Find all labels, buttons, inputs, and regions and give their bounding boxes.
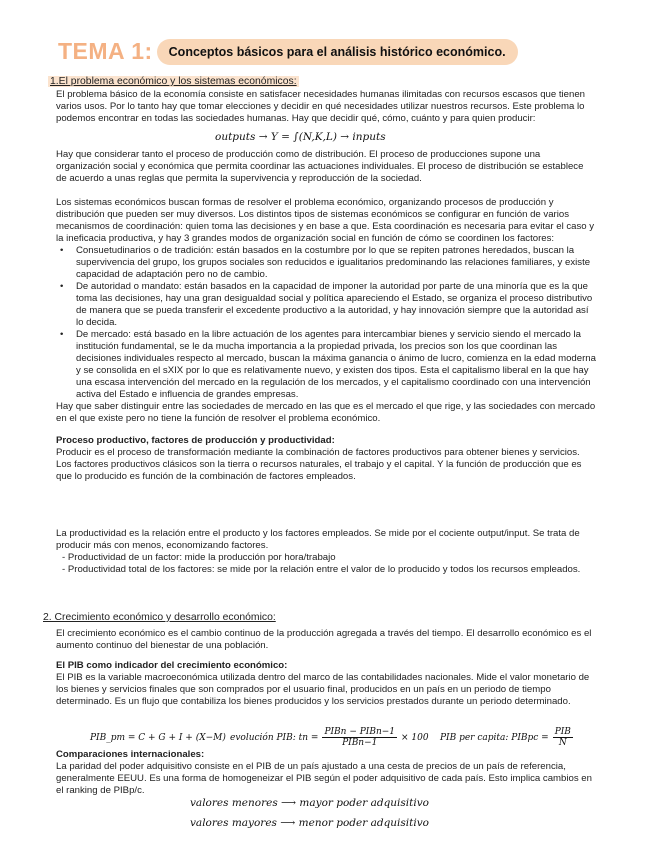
section2-p1: El crecimiento económico es el cambio continuo de la producción agregada a través del tiempo. El desarrollo económico es el aumento continuo del bienestar de una población.	[56, 628, 592, 651]
section1-heading: 1.El problema económico y los sistemas económicos:	[50, 76, 297, 87]
section1-block-a	[56, 89, 596, 125]
title-tema: TEMA 1:	[58, 38, 153, 64]
section2-block-a	[56, 628, 596, 708]
productivity-item: - Productividad de un factor: mide la producción por hora/trabajo	[62, 552, 336, 563]
formula2-fraction	[322, 727, 397, 748]
section2-heading: 2. Crecimiento económico y desarrollo económico:	[43, 612, 276, 623]
formula3-denominator: N	[558, 738, 567, 748]
list-item: • Consuetudinarios o de tradición: están basados en la costumbre por lo que se repiten patrones heredados, buscan la supervivencia del grupo, los grupos sociales son reducidos e igualitarios predominando las relaciones familiares, y existe capacidad de adaptación pero no de cambio.	[56, 245, 596, 281]
formula2-numerator: PIBn − PIBn−1	[324, 727, 396, 737]
formula3-label: PIB per capita: PIBpc =	[440, 732, 549, 743]
handwritten-production-function: outputs → Y = ∫(N,K,L) → inputs	[215, 131, 386, 143]
formula2-tail: × 100	[401, 732, 429, 743]
pib-heading: El PIB como indicador del crecimiento económico:	[56, 660, 288, 671]
section1-block-b	[56, 149, 596, 483]
international-comparisons-heading: Comparaciones internacionales:	[56, 749, 205, 760]
formula3-fraction	[553, 727, 573, 748]
economic-systems-list	[56, 245, 596, 401]
section2-block-b	[56, 749, 596, 797]
section1-p1: El problema básico de la economía consiste en satisfacer necesidades humanas ilimitadas con recursos escasos que tienen varios usos. Por lo tanto hay que tomar elecciones y decidir en qué necesidades utilizar nuestros recursos. Este problema lo podemos encontrar en todas las sociedades humanas. Hay que decidir qué, cómo, cuánto y para quien producir:	[56, 89, 586, 124]
formula-pib-pm: PIB_pm = C + G + I + (X−M)	[90, 733, 226, 743]
section1-p4: Hay que saber distinguir entre las sociedades de mercado en las que es el mercado el que rige, y las sociedades con mercado en el que existe pero no tiene la función de resolver el problema económico.	[56, 401, 596, 424]
handwritten-note-2: valores mayores ⟶ menor poder adquisitivo	[190, 817, 429, 829]
formula2-denominator: PIBn−1	[342, 738, 378, 748]
section1-p3: Los sistemas económicos buscan formas de resolver el problema económico, organizando procesos de producción y distribución que pueden ser muy diversos. Los distintos tipos de sistemas económicos se configurar en función de varios mecanismos de coordinación: quien toma las decisiones y en base a que. Esta coordinación es necesaria para evitar el caso y la ineficacia productiva, y hay 3 grandes modos de organización social en función de cómo se coordinen los factores:	[56, 197, 595, 244]
section2-p3: La paridad del poder adquisitivo consiste en el PIB de un país ajustado a una cesta de precios de un país de referencia, generalmente EEUU. Es una forma de homogeneizar el PIB según el poder adquisitivo de cada país. Esto implica cambios en el ranking de PIBp/c.	[56, 761, 592, 796]
section1-p5: Producir es el proceso de transformación mediante la combinación de factores productivos para obtener bienes y servicios. Los factores productivos clásicos son la tierra o recursos naturales, el trabajo y el capital. Y la función de producción que es que lo producido es función de la combinación de factores empleados.	[56, 447, 582, 482]
productive-process-heading: Proceso productivo, factores de producción y productividad:	[56, 435, 335, 446]
formula2-label: evolución PIB: tn =	[230, 732, 319, 743]
productivity-item: - Productividad total de los factores: se mide por la relación entre el valor de lo producido y todos los recursos empleados.	[62, 564, 581, 575]
formula-pib-evolution	[230, 727, 429, 748]
document-title	[58, 38, 518, 66]
section1-p2: Hay que considerar tanto el proceso de producción como de distribución. El proceso de producciones supone una organización social y económica que permita coordinar las actuaciones individuales. El proceso de distribución se establece de acuerdo a unas reglas que permita la supervivencia y reproducción de la sociedad.	[56, 149, 584, 184]
formula-pib-per-capita	[440, 727, 573, 748]
section1-p6: La productividad es la relación entre el producto y los factores empleados. Se mide por el cociente output/input. Se trata de producir más con menos, economizando factores.	[56, 528, 580, 551]
title-subtitle: Conceptos básicos para el análisis histórico económico.	[157, 39, 518, 65]
list-item: • De mercado: está basado en la libre actuación de los agentes para intercambiar bienes y servicio siendo el mercado la institución fundamental, se le da mucha importancia a la propiedad privada, los precios son los que coordinan las decisiones individuales respecto al mercado, buscan la máxima ganancia o ánimo de lucro, comienza en la edad moderna y se consolida en el sXIX por lo que es relativamente nuevo, y existen dos tipos. Esta el capitalismo liberal en la que hay una escasa intervención del mercado en la regulación de los mercados, y el capitalismo coordinado con una intervención activa del Estado e influencia de grandes empresas.	[56, 329, 596, 401]
list-item: • De autoridad o mandato: están basados en la capacidad de imponer la autoridad por parte de una minoría que es la que toma las decisiones, hay una gran desigualdad social y política apareciendo el Estado, se organiza el proceso distributivo de manera que se pueda transferir el excedente productivo a la autoridad, y hay innovación siempre que la autoridad así lo decida.	[56, 281, 596, 329]
formula3-numerator: PIB	[554, 727, 571, 737]
section1-block-c	[56, 528, 596, 576]
section2-p2: El PIB es la variable macroeconómica utilizada dentro del marco de las contabilidades nacionales. Mide el valor monetario de los bienes y servicios finales que son comprados por el usuario final, producidos en un país en un periodo de tiempo determinado. Es un flujo que contabiliza los bienes producidos y los servicios prestados durante un periodo determinado.	[56, 672, 590, 707]
handwritten-note-1: valores menores ⟶ mayor poder adquisitivo	[190, 797, 429, 809]
